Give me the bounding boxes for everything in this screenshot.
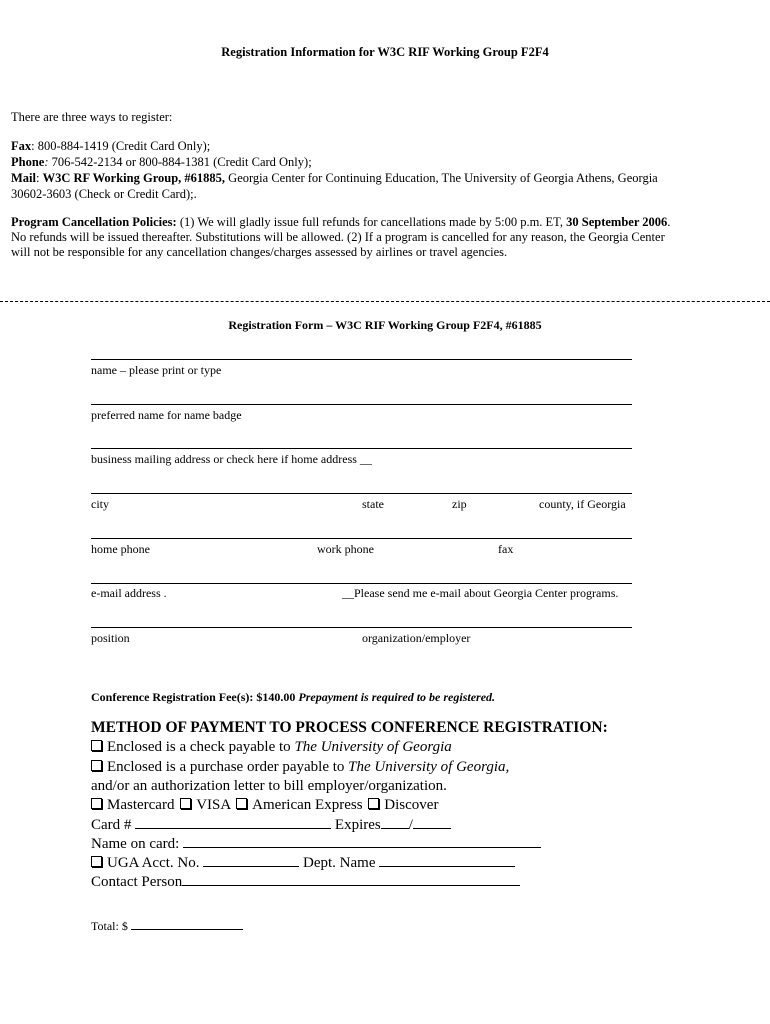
name-on-card-field[interactable] (183, 834, 541, 848)
po-payee: The University of Georgia, (348, 759, 510, 775)
zip-label: zip (452, 497, 467, 511)
payment-check-option[interactable] (91, 738, 452, 757)
uga-acct-row (91, 853, 515, 873)
contact-label: Contact Person (91, 874, 183, 890)
page-title: Registration Information for W3C RIF Working Group F2F4 (221, 45, 549, 59)
intro-ways: There are three ways to register: (11, 110, 173, 124)
fax-label: Fax (11, 139, 32, 153)
policy-period: . (667, 215, 671, 229)
fee-note: Prepayment is required to be registered. (298, 690, 496, 704)
badge-label: preferred name for name badge (91, 408, 242, 422)
phone-colon: : (44, 155, 49, 169)
state-label: state (362, 497, 384, 511)
cut-line-divider (0, 301, 770, 302)
fee-label: Conference Registration Fee(s): $140.00 (91, 690, 296, 704)
discover-label: Discover (384, 797, 439, 813)
visa-label: VISA (196, 797, 231, 813)
check-payee: The University of Georgia (294, 739, 452, 755)
policy-label: Program Cancellation Policies: (11, 215, 177, 229)
form-title: Registration Form – W3C RIF Working Group F2F4, #61885 (228, 318, 542, 332)
phone-input-line[interactable] (91, 538, 632, 539)
email-input-line[interactable] (91, 583, 632, 584)
address-label: business mailing address or check here if home address __ (91, 452, 372, 466)
policy-line-3: will not be responsible for any cancellation changes/charges assessed by airlines or travel agencies. (11, 245, 508, 259)
phone-text: 706-542-2134 or 800-884-1381 (Credit Card Only); (48, 155, 312, 169)
position-input-line[interactable] (91, 627, 632, 628)
uga-checkbox[interactable] (91, 856, 102, 867)
county-label: county, if Georgia (539, 497, 626, 511)
email-label: e-mail address . (91, 586, 167, 600)
check-checkbox[interactable] (91, 740, 102, 751)
policy-text-1: (1) We will gladly issue full refunds for cancellations made by 5:00 p.m. ET, (176, 215, 567, 229)
fax-text: : 800-884-1419 (Credit Card Only); (31, 139, 211, 153)
name-on-card-row (91, 834, 541, 854)
total-row (91, 918, 243, 934)
address-input-line[interactable] (91, 448, 632, 449)
position-label: position (91, 631, 130, 645)
contact-field[interactable] (182, 872, 520, 886)
policy-line-1 (11, 214, 670, 230)
expires-month-field[interactable] (381, 815, 409, 829)
email-optin-label[interactable]: __Please send me e-mail about Georgia Center programs. (342, 586, 619, 600)
expires-label: Expires (334, 817, 381, 833)
po-checkbox[interactable] (91, 760, 102, 771)
discover-checkbox[interactable] (368, 798, 379, 809)
name-label: name – please print or type (91, 363, 222, 377)
work-phone-label: work phone (317, 542, 374, 556)
org-label: organization/employer (362, 631, 471, 645)
total-field[interactable] (131, 918, 243, 930)
name-input-line[interactable] (91, 359, 632, 360)
mastercard-label: Mastercard (107, 797, 175, 813)
phone-label: Phone (11, 155, 45, 169)
mail-label: Mail (11, 171, 36, 185)
check-text: Enclosed is a check payable to (107, 739, 295, 755)
card-number-label: Card # (91, 817, 132, 833)
city-label: city (91, 497, 109, 511)
policy-date: 30 September 2006 (566, 215, 668, 229)
visa-checkbox[interactable] (180, 798, 191, 809)
fax-line (11, 138, 210, 154)
name-on-card-label: Name on card: (91, 836, 180, 852)
fee-line (91, 690, 495, 705)
mail-text: Georgia Center for Continuing Education, The University of Georgia Athens, Georgia (225, 171, 658, 185)
card-number-field[interactable] (135, 815, 331, 829)
mastercard-checkbox[interactable] (91, 798, 102, 809)
home-phone-label: home phone (91, 542, 150, 556)
uga-acct-field[interactable] (203, 853, 299, 867)
uga-acct-label: UGA Acct. No. (107, 855, 200, 871)
mail-line (11, 170, 658, 186)
payment-po-option[interactable] (91, 758, 509, 777)
auth-text: and/or an authorization letter to bill employer/organization. (91, 778, 447, 794)
mail-line-2: 30602-3603 (Check or Credit Card);. (11, 187, 197, 201)
amex-checkbox[interactable] (236, 798, 247, 809)
badge-input-line[interactable] (91, 404, 632, 405)
payment-heading: METHOD OF PAYMENT TO PROCESS CONFERENCE REGISTRATION: (91, 719, 608, 736)
amex-label: American Express (252, 797, 363, 813)
po-text: Enclosed is a purchase order payable to (107, 759, 349, 775)
card-number-row (91, 815, 451, 835)
contact-row (91, 872, 520, 892)
city-input-line[interactable] (91, 493, 632, 494)
dept-name-label: Dept. Name (303, 855, 376, 871)
dept-name-field[interactable] (379, 853, 515, 867)
expires-separator: / (408, 817, 413, 833)
mail-bold: W3C RF Working Group, #61885, (42, 171, 226, 185)
card-type-row (91, 796, 438, 815)
expires-year-field[interactable] (413, 815, 451, 829)
total-label: Total: $ (91, 919, 128, 933)
policy-line-2: No refunds will be issued thereafter. Substitutions will be allowed. (2) If a program is cancelled for any reason, the Georgia Center (11, 230, 665, 244)
fax-field-label: fax (498, 542, 514, 556)
mail-colon: : (36, 171, 43, 185)
phone-line (11, 154, 312, 170)
